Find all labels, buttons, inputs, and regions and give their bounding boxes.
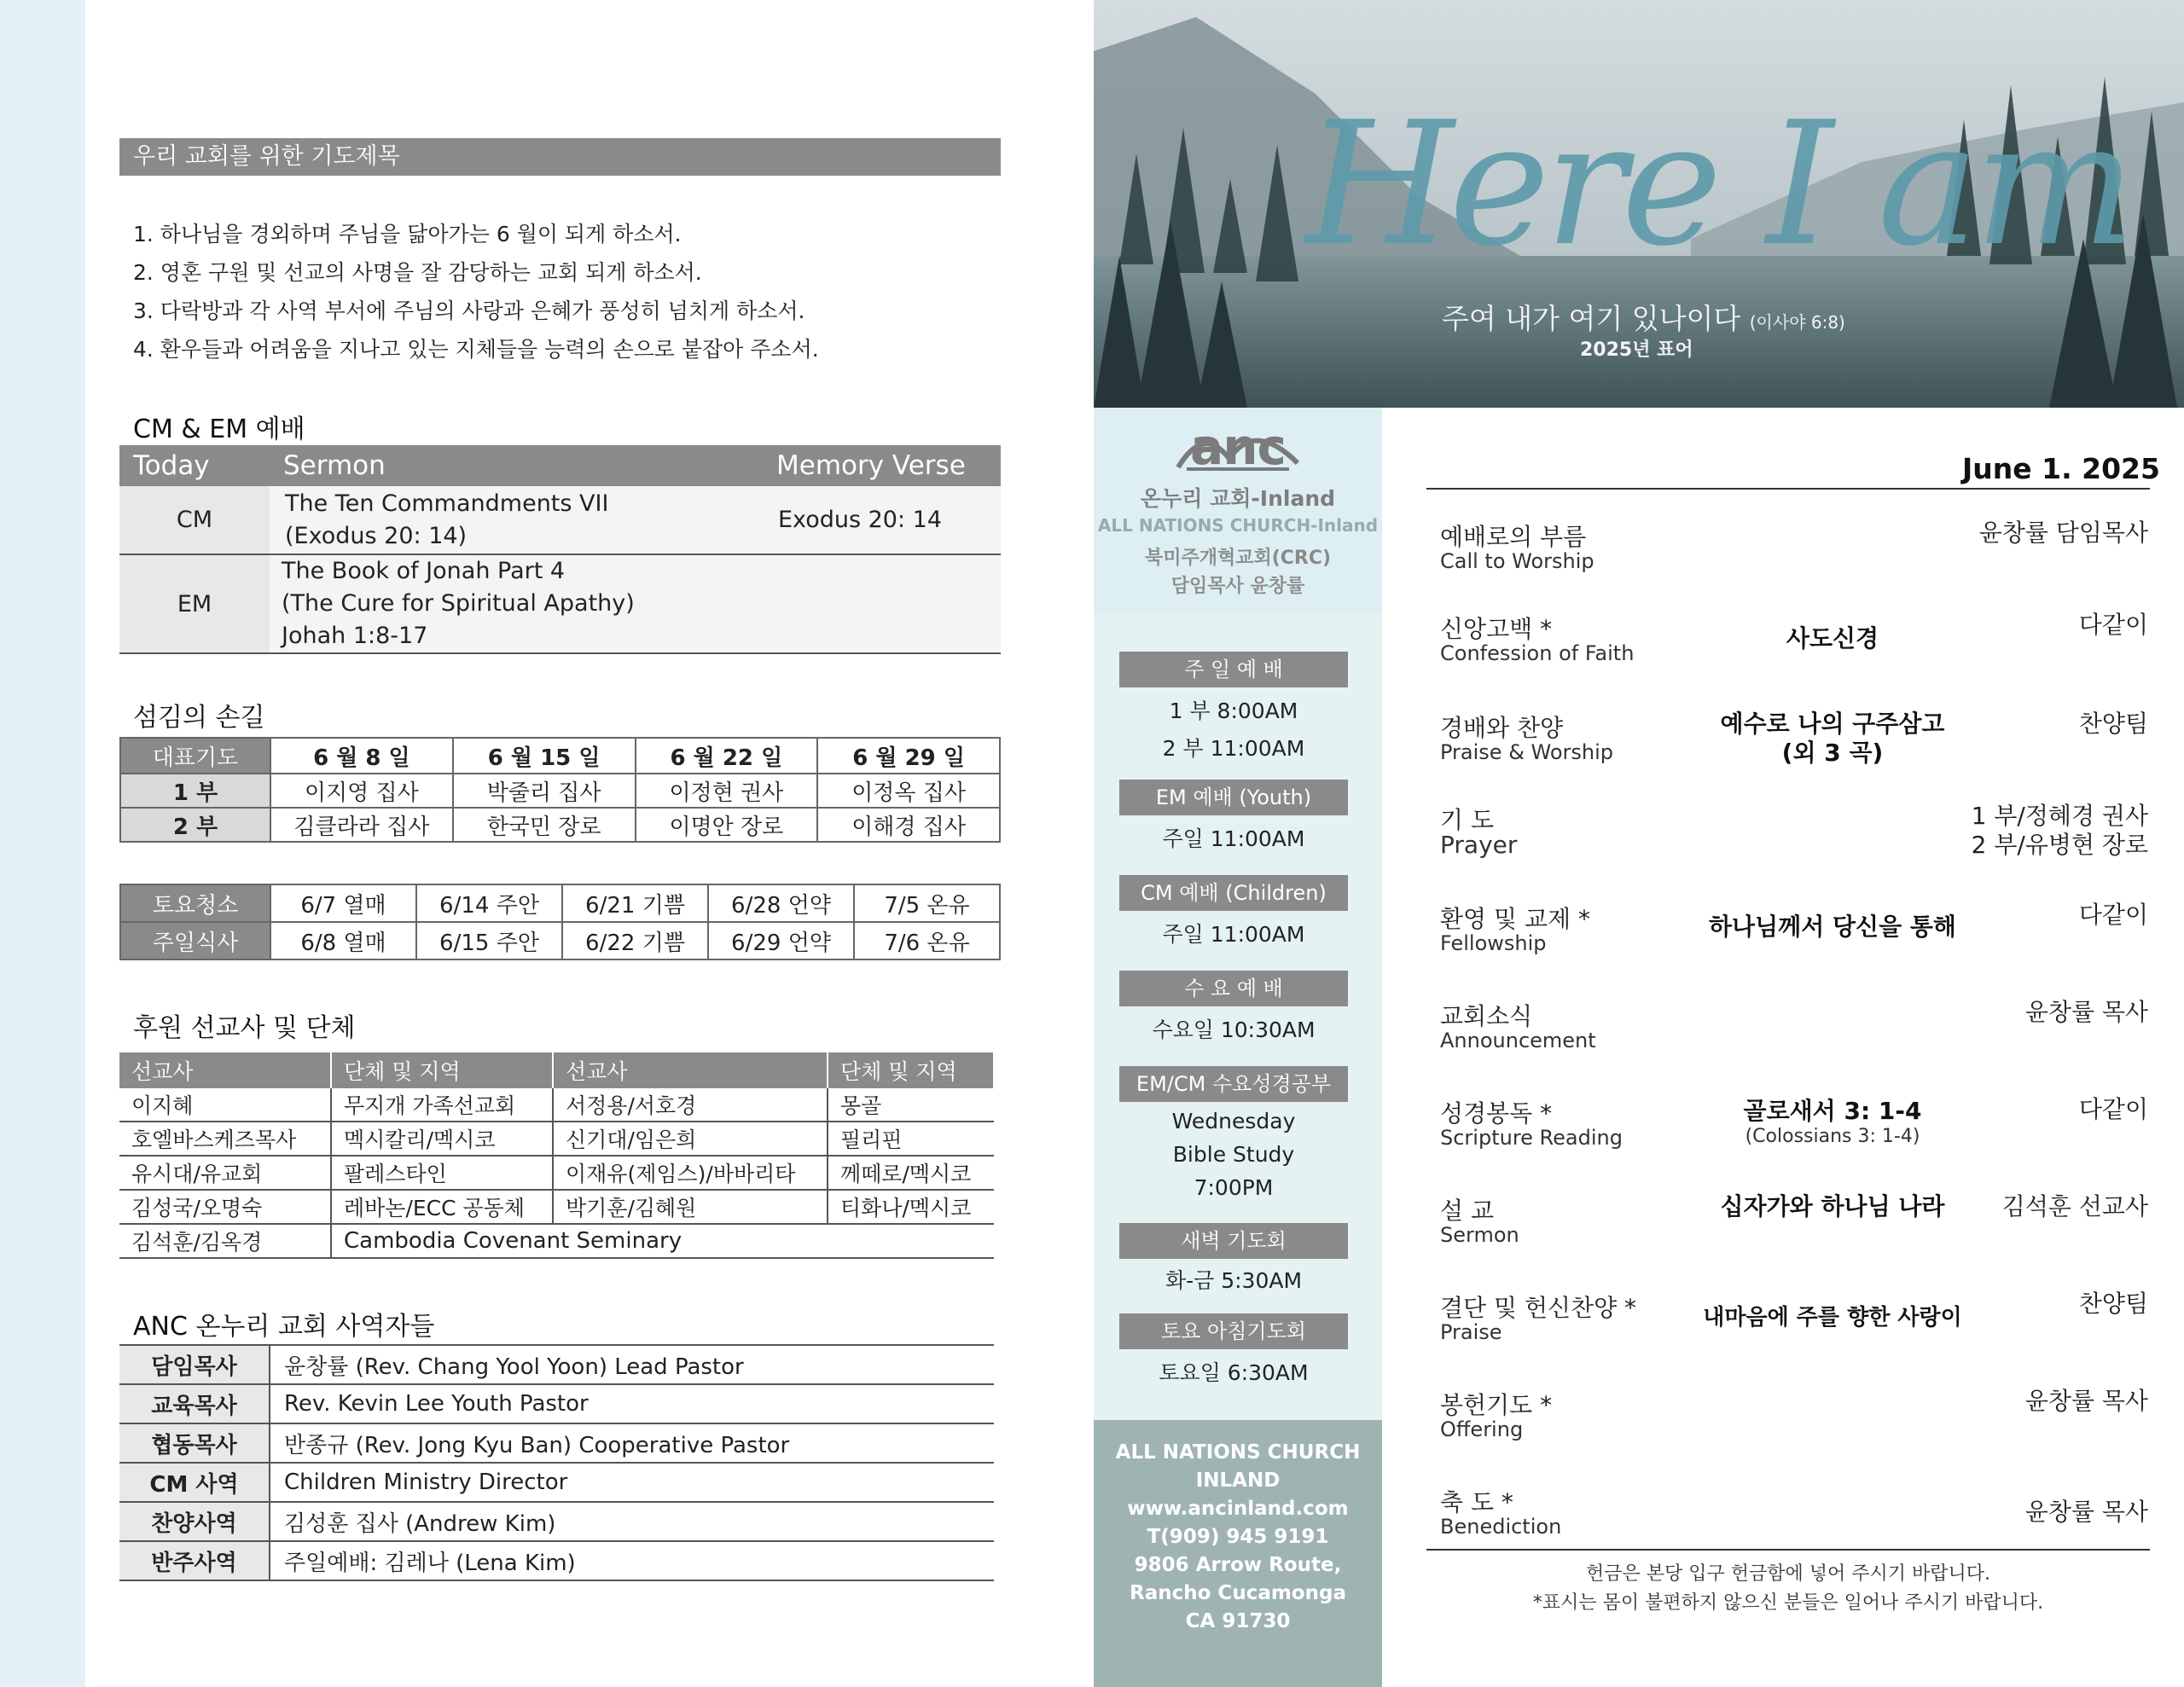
missions-cell: 티화나/멕시코 [828,1190,994,1224]
staff-role: 협동목사 [119,1423,270,1463]
staff-role: 반주사역 [119,1541,270,1580]
cm-label: CM [119,486,270,554]
serve-cell: 김클라라 집사 [270,808,453,842]
worship-item [1440,710,2148,795]
worship-item-ko: 신앙고백 * [1440,615,1553,643]
worship-item-ko: 결단 및 헌신찬양 * [1440,1294,1637,1322]
worship-item-ko: 봉헌기도 * [1440,1391,1553,1419]
staff-name: Rev. Kevin Lee Youth Pastor [270,1384,994,1423]
service-header: 수 요 예 배 [1119,971,1348,1006]
service-time: 토요일 6:30AM [1159,1360,1309,1385]
prayer-item: 2. 영혼 구원 및 선교의 사명을 잘 감당하는 교회 되게 하소서. [133,260,702,285]
cover-subtitle-ref: (이사야 6:8) [1749,312,1845,333]
missions-cell: 무지개 가족선교회 [331,1088,553,1122]
service-header: EM 예배 (Youth) [1119,780,1348,815]
cover-subtitle-text: 주여 내가 여기 있나이다 [1442,302,1741,335]
divider [1426,488,2150,490]
worship-item-leader: 다같이 [2078,901,2148,929]
cmem-title: CM & EM 예배 [133,415,305,444]
serve-header: 6 월 15 일 [453,738,636,774]
service-time: 화-금 5:30AM [1165,1268,1303,1293]
missions-header: 단체 및 지역 [331,1052,553,1088]
em-label: EM [119,554,270,653]
missions-cell: 김성국/오명숙 [119,1190,331,1224]
worship-item-leader: 김석훈 선교사 [2001,1192,2148,1220]
serve-title: 섬김의 손길 [133,703,265,733]
worship-item [1440,998,2148,1083]
serve-header: 6 월 22 일 [636,738,818,774]
em-sermon-ref: Johah 1:8-17 [282,623,428,649]
worship-item-en: Call to Worship [1440,549,1594,573]
serve-cell: 이해경 집사 [817,808,1000,842]
duty-row-label: 주일식사 [120,922,270,959]
staff-name: 반종규 (Rev. Jong Kyu Ban) Cooperative Pastor [270,1423,994,1463]
church-name-en: ALL NATIONS CHURCH-Inland [1097,515,1379,536]
missions-cell: 김석훈/김옥경 [119,1224,331,1258]
serve-cell: 이지영 집사 [270,774,453,808]
worship-item-leader: 2 부/유병현 장로 [1971,831,2148,859]
service-header: 주 일 예 배 [1119,652,1348,687]
cmem-header-verse: Memory Verse [763,445,1001,486]
staff-name: Children Ministry Director [270,1463,994,1502]
staff-table [119,1344,994,1581]
missions-cell: 이재유(제임스)/바바리타 [553,1156,828,1190]
worship-item-ko: 설 교 [1440,1197,1494,1225]
worship-item-title: 하나님께서 당신을 통해 [1709,913,1956,941]
service-time: 수요일 10:30AM [1152,1017,1316,1042]
service-time: Wednesday [1171,1109,1296,1133]
church-logo-text: anc [1190,418,1286,476]
prayer-item: 4. 환우들과 어려움을 지나고 있는 지체들을 능력의 손으로 붙잡아 주소서. [133,337,819,362]
staff-name: 김성훈 집사 (Andrew Kim) [270,1502,994,1541]
footer-address: Rancho Cucamonga [1130,1582,1346,1604]
service-time: 7:00PM [1194,1175,1274,1200]
footer-address: CA 91730 [1185,1610,1291,1632]
worship-item [1440,611,2148,696]
duty-cell: 6/7 열매 [270,884,416,922]
church-pastor: 담임목사 윤창률 [1170,576,1305,597]
left-margin-strip [0,0,85,1687]
divider [1426,1549,2150,1551]
serve-row-label: 2 부 [120,808,270,842]
cover-year: 2025년 표어 [1580,339,1693,361]
worship-item-ko: 기 도 [1440,806,1494,834]
prayer-item: 1. 하나님을 경외하며 주님을 닮아가는 6 월이 되게 하소서. [133,222,682,246]
cm-sermon-title: The Ten Commandments VII [285,490,609,517]
worship-item-title: 사도신경 [1786,624,1879,652]
footer-line: ALL NATIONS CHURCH [1115,1441,1361,1464]
serve-cell: 박줄리 집사 [453,774,636,808]
staff-role: 교육목사 [119,1384,270,1423]
service-header: CM 예배 (Children) [1119,875,1348,911]
staff-title: ANC 온누리 교회 사역자들 [133,1312,435,1342]
missions-table [119,1052,995,1259]
missions-cell: 레바논/ECC 공동체 [331,1190,553,1224]
worship-item-en: Confession of Faith [1440,641,1635,665]
worship-item-title-sub: (외 3 곡) [1781,739,1884,767]
missions-cell: 이지혜 [119,1088,331,1122]
serve-cell: 이명안 장로 [636,808,818,842]
service-header: 토요 아침기도회 [1119,1313,1348,1349]
cover-script-title: Here I am [1305,85,2131,284]
duty-cell: 6/21 기쁨 [562,884,708,922]
missions-cell: 팔레스타인 [331,1156,553,1190]
worship-item-leader: 윤창률 목사 [2024,1387,2148,1415]
prayer-title: 우리 교회를 위한 기도제목 [119,138,1001,176]
worship-item-en: Prayer [1440,831,1518,859]
duty-cell: 7/6 온유 [854,922,1000,959]
worship-item-leader: 윤창률 목사 [2024,998,2148,1026]
em-sermon [270,554,763,653]
duty-row-label: 토요청소 [120,884,270,922]
service-time: 주일 11:00AM [1162,922,1305,947]
missions-header: 단체 및 지역 [828,1052,994,1088]
worship-item-en: Offering [1440,1417,1524,1441]
worship-item-title: 내마음에 주를 향한 사랑이 [1703,1305,1962,1330]
worship-item-title: 예수로 나의 구주삼고 [1720,710,1945,738]
worship-item-ko: 경배와 찬양 [1440,714,1564,742]
worship-item-en: Announcement [1440,1029,1596,1052]
worship-item-en: Scripture Reading [1440,1126,1623,1150]
service-header: EM/CM 수요성경공부 [1119,1066,1348,1102]
serve-cell: 이정현 권사 [636,774,818,808]
serve-header: 6 월 8 일 [270,738,453,774]
missions-cell: 께떼로/멕시코 [828,1156,994,1190]
cover-subtitle [1442,297,1845,337]
em-sermon-title: The Book of Jonah Part 4 [282,558,566,584]
service-time: Bible Study [1172,1142,1295,1167]
worship-item [1440,1192,2148,1278]
duty-cell: 6/14 주안 [416,884,562,922]
footer-website: www.ancinland.com [1127,1498,1349,1520]
missions-cell: 유시대/유교회 [119,1156,331,1190]
footer-address: 9806 Arrow Route, [1134,1554,1342,1576]
worship-item-en: Fellowship [1440,931,1547,955]
worship-item-en: Benediction [1440,1515,1562,1539]
missions-cell: Cambodia Covenant Seminary [331,1224,994,1258]
serve-header: 대표기도 [120,738,270,774]
duty-cell: 6/22 기쁨 [562,922,708,959]
worship-item-title-sub: (Colossians 3: 1-4) [1745,1126,1920,1147]
cmem-header-sermon: Sermon [270,445,763,486]
bulletin-date: June 1. 2025 [1962,452,2160,485]
missions-title: 후원 선교사 및 단체 [133,1013,356,1043]
worship-item-en: Sermon [1440,1223,1519,1247]
staff-name: 윤창률 (Rev. Chang Yool Yoon) Lead Pastor [270,1345,994,1384]
serve-cell: 한국민 장로 [453,808,636,842]
duty-cell: 6/8 열매 [270,922,416,959]
serve-cell: 이정옥 집사 [817,774,1000,808]
staff-role: 찬양사역 [119,1502,270,1541]
duty-cell: 6/29 언약 [708,922,854,959]
em-verse [763,554,1001,653]
staff-role: CM 사역 [119,1463,270,1502]
staff-role: 담임목사 [119,1345,270,1384]
worship-item-en: Praise [1440,1320,1502,1344]
missions-cell: 신기대/임은희 [553,1122,828,1156]
worship-item-leader: 찬양팀 [2078,1290,2148,1318]
service-time: 2 부 11:00AM [1162,736,1305,761]
duty-cell: 7/5 온유 [854,884,1000,922]
worship-item [1440,519,2148,604]
missions-cell: 호엘바스케즈목사 [119,1122,331,1156]
duty-table [119,884,1001,960]
missions-cell: 필리핀 [828,1122,994,1156]
prayer-item: 3. 다락방과 각 사역 부서에 주님의 사랑과 은혜가 풍성히 넘치게 하소서. [133,299,805,323]
cmem-table [119,445,1001,654]
service-time: 주일 11:00AM [1162,826,1305,851]
standing-note: *표시는 몸이 불편하지 않으신 분들은 일어나 주시기 바랍니다. [1532,1592,2044,1614]
serve-row-label: 1 부 [120,774,270,808]
duty-cell: 6/28 언약 [708,884,854,922]
worship-item-leader: 다같이 [2078,1095,2148,1123]
offering-note: 헌금은 본당 입구 헌금함에 넣어 주시기 바랍니다. [1586,1563,1990,1585]
worship-item [1440,802,2148,887]
cm-sermon-ref: (Exodus 20: 14) [285,522,468,549]
worship-item-ko: 교회소식 [1440,1002,1533,1030]
serve-table [119,737,1001,843]
worship-item [1440,1095,2148,1180]
worship-item-leader: 윤창률 담임목사 [1978,519,2148,547]
worship-item-ko: 예배로의 부름 [1440,523,1587,551]
worship-item-en: Praise & Worship [1440,740,1614,764]
em-sermon-subtitle: (The Cure for Spiritual Apathy) [282,590,635,617]
worship-item [1440,1290,2148,1375]
service-time: 1 부 8:00AM [1169,699,1298,723]
worship-item-leader: 윤창률 목사 [2024,1498,2148,1526]
worship-item-leader: 1 부/정혜경 권사 [1971,802,2148,830]
duty-cell: 6/15 주안 [416,922,562,959]
worship-item [1440,1387,2148,1472]
cmem-header-today: Today [119,445,270,486]
missions-header: 선교사 [553,1052,828,1088]
worship-item [1440,1484,2148,1569]
missions-cell: 몽골 [828,1088,994,1122]
cm-sermon [270,486,763,554]
worship-item-ko: 성경봉독 * [1440,1099,1553,1128]
prayer-list [133,215,986,368]
worship-item-leader: 찬양팀 [2078,710,2148,738]
missions-header: 선교사 [119,1052,331,1088]
worship-item-ko: 환영 및 교제 * [1440,905,1590,933]
serve-header: 6 월 29 일 [817,738,1000,774]
footer-line: INLAND [1195,1470,1281,1492]
footer-phone: T(909) 945 9191 [1147,1526,1329,1548]
worship-item-leader: 다같이 [2078,611,2148,639]
missions-cell: 멕시칼리/멕시코 [331,1122,553,1156]
church-denomination: 북미주개혁교회(CRC) [1144,548,1332,569]
service-header: 새벽 기도회 [1119,1223,1348,1259]
worship-item-title: 골로새서 3: 1-4 [1743,1097,1922,1125]
worship-item [1440,901,2148,986]
missions-cell: 서정용/서호경 [553,1088,828,1122]
missions-cell: 박기훈/김혜원 [553,1190,828,1224]
worship-item-ko: 축 도 * [1440,1488,1513,1516]
church-name-ko: 온누리 교회-Inland [1140,486,1336,511]
worship-item-title: 십자가와 하나님 나라 [1720,1192,1945,1220]
staff-name: 주일예배: 김레나 (Lena Kim) [270,1541,994,1580]
cm-verse: Exodus 20: 14 [763,486,1001,554]
